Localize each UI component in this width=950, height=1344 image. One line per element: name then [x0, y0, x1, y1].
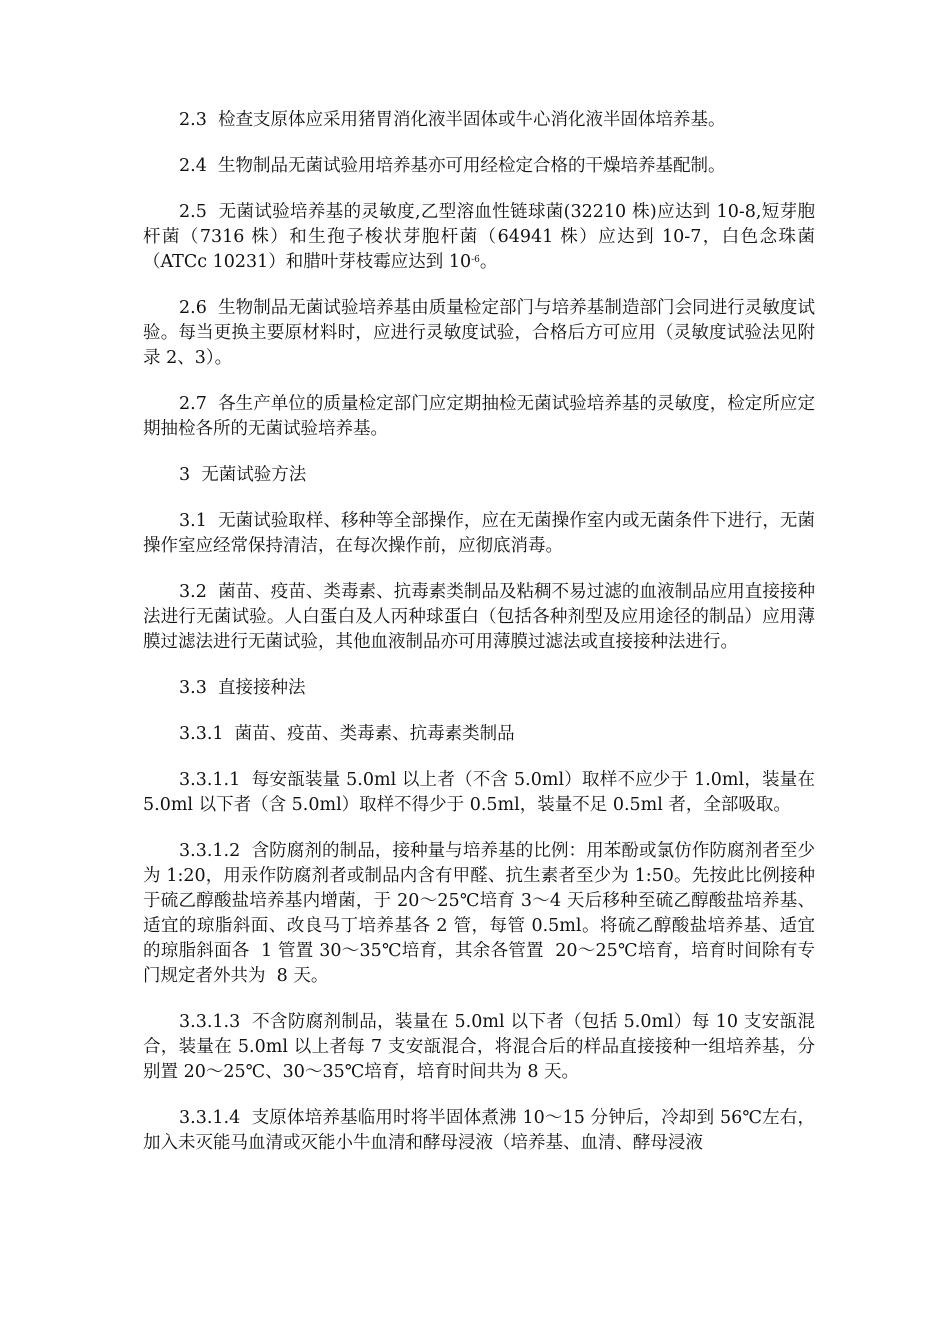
paragraph-3-1: 3.1 无菌试验取样、移种等全部操作，应在无菌操作室内或无菌条件下进行，无菌操作室应经常保持清洁，在每次操作前，应彻底消毒。: [143, 511, 815, 556]
paragraph-3-3-1-1: 3.3.1.1 每安瓿装量 5.0ml 以上者（不含 5.0ml）取样不应少于 1.0ml，装量在 5.0ml 以下者（含 5.0ml）取样不得少于 0.5ml，装量不足 0.5ml 者，全部吸取。: [143, 770, 821, 815]
paragraph-2-3: 2.3 检查支原体应采用猪胃消化液半固体或牛心消化液半固体培养基。: [179, 110, 726, 130]
section-heading-3-3: 3.3 直接接种法: [179, 678, 306, 698]
exponent-superscript: -6: [471, 255, 480, 265]
paragraph-2-6: 2.6 生物制品无菌试验培养基由质量检定部门与培养基制造部门会同进行灵敏度试验。每当更换主要原材料时，应进行灵敏度试验，合格后方可应用（灵敏度试验法见附录 2、3）。: [143, 298, 815, 368]
paragraph-3-2: 3.2 菌苗、疫苗、类毒素、抗毒素类制品及粘稠不易过滤的血液制品应用直接接种法进行无菌试验。人白蛋白及人丙种球蛋白（包括各种剂型及应用途径的制品）应用薄膜过滤法进行无菌试验，其他血液制品亦可用薄膜过滤法或直接接种法进行。: [143, 582, 815, 652]
paragraph-3-3-1-4: 3.3.1.4 支原体培养基临用时将半固体煮沸 10～15 分钟后，冷却到 56℃左右，加入未灭能马血清或灭能小牛血清和酵母浸液（培养基、血清、酵母浸液: [143, 1108, 815, 1153]
section-heading-3: 3 无菌试验方法: [179, 465, 307, 485]
paragraph-3-3-1-2: 3.3.1.2 含防腐剂的制品，接种量与培养基的比例：用苯酚或氯仿作防腐剂者至少为 1:20，用汞作防腐剂者或制品内含有甲醛、抗生素者至少为 1:50。先按此比例接种于硫乙醇酸盐培养基内增菌，于 20～25℃培育 3～4 天后移种至硫乙醇酸盐培养基、适宜的琼脂斜面、改良马丁培养基各 2 管，每管 0.5ml。将硫乙醇酸盐培养基、适宜的琼脂斜面各 1 管置 30～35℃培育，其余各管置 20～25℃培育，培育时间除有专门规定者外共为 8 天。: [143, 841, 815, 986]
paragraph-2-5: [143, 200, 815, 275]
section-heading-3-3-1: 3.3.1 菌苗、疫苗、类毒素、抗毒素类制品: [179, 724, 515, 744]
paragraph-3-3-1-3: 3.3.1.3 不含防腐剂制品，装量在 5.0ml 以下者（包括 5.0ml）每 10 支安瓿混合，装量在 5.0ml 以上者每 7 支安瓿混合，将混合后的样品直接接种一组培养基，分别置 20～25℃、30～35℃培育，培育时间共为 8 天。: [143, 1012, 815, 1082]
paragraph-2-5-text: 2.5 无菌试验培养基的灵敏度,乙型溶血性链球菌(32210 株)应达到 10-8,短芽胞杆菌（7316 株）和生孢子梭状芽胞杆菌（64941 株）应达到 10-7，白色念珠菌（ATCc 10231）和腊叶芽枝霉应达到 10: [143, 202, 815, 272]
paragraph-2-4: 2.4 生物制品无菌试验用培养基亦可用经检定合格的干燥培养基配制。: [179, 156, 726, 176]
paragraph-2-7: 2.7 各生产单位的质量检定部门应定期抽检无菌试验培养基的灵敏度，检定所应定期抽检各所的无菌试验培养基。: [143, 394, 815, 439]
paragraph-2-5-tail: 。: [479, 252, 498, 272]
document-page: [143, 108, 821, 1177]
